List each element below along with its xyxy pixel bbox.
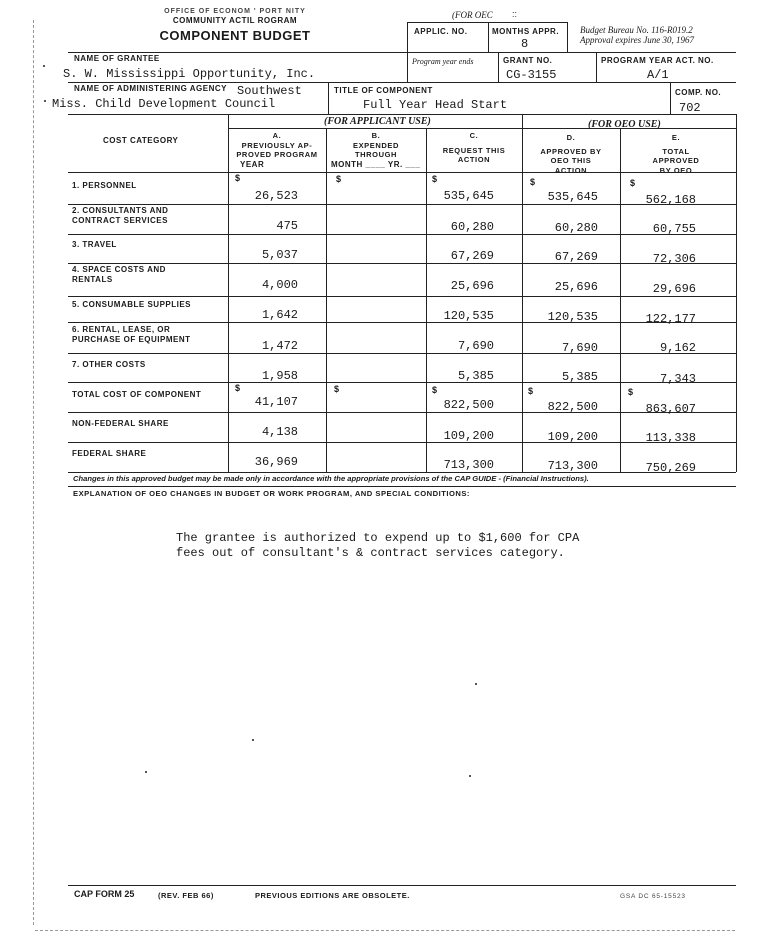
col-e-label3: BY OEO xyxy=(659,165,693,175)
cell-d: 5,385 xyxy=(561,370,598,384)
cell-c: 713,300 xyxy=(443,458,494,472)
col-d-label1: APPROVED BY xyxy=(540,146,602,156)
months-appr-label: MONTHS APPR. xyxy=(492,27,560,36)
office-name: OFFICE OF ECONOM ' PORT NITY xyxy=(164,8,306,15)
scan-speck xyxy=(252,739,254,741)
cell-d: 120,535 xyxy=(547,310,598,324)
row-label-personnel: 1. PERSONNEL xyxy=(72,181,137,190)
for-oeo-mark: :: xyxy=(512,9,518,19)
cell-c: 25,696 xyxy=(450,279,494,293)
dollar-sign-d: $ xyxy=(530,177,536,187)
col-c-label1: REQUEST THIS xyxy=(442,145,506,155)
bottom-edge-mark xyxy=(35,930,735,931)
table-col-line-b xyxy=(326,128,327,472)
col-e-label2: APPROVED xyxy=(652,156,700,165)
left-edge-mark xyxy=(33,20,34,925)
cell-e: 122,177 xyxy=(645,312,696,326)
for-oeo-label: (FOR OEC xyxy=(452,10,493,20)
component-title-label: TITLE OF COMPONENT xyxy=(334,86,433,95)
explanation-line-2: fees out of consultant's & contract services category. xyxy=(176,546,565,560)
cell-e: 72,306 xyxy=(652,252,696,266)
agency-top-rule xyxy=(68,82,736,83)
col-b-letter: B. xyxy=(371,131,381,140)
program-year-act-label: PROGRAM YEAR ACT. NO. xyxy=(601,56,714,65)
col-b-header xyxy=(326,131,426,160)
col-e-header xyxy=(620,133,732,175)
cost-category-header: COST CATEGORY xyxy=(103,136,179,145)
grant-no-label: GRANT NO. xyxy=(503,56,553,65)
dollar-sign-total-e: $ xyxy=(628,387,634,397)
grantee-divider-3 xyxy=(596,52,597,82)
oeo-box-mid xyxy=(488,22,489,52)
grantee-label: NAME OF GRANTEE xyxy=(74,54,160,63)
col-b-label2: THROUGH xyxy=(354,150,398,159)
cell-a: 1,642 xyxy=(261,308,298,322)
col-c-letter: C. xyxy=(469,131,479,140)
col-a-label2: PROVED PROGRAM xyxy=(236,150,318,159)
cell-d: 535,645 xyxy=(547,190,598,204)
col-b-sub: MONTH ____ YR. ___ xyxy=(331,160,421,169)
row-label-rental-equipment: 6. RENTAL, LEASE, OR PURCHASE OF EQUIPMENT xyxy=(72,325,191,344)
explanation-label: EXPLANATION OF OEO CHANGES IN BUDGET OR WORK PROGRAM, AND SPECIAL CONDITIONS: xyxy=(73,489,470,498)
cell-c: 535,645 xyxy=(443,189,494,203)
grantee-top-rule xyxy=(68,52,736,53)
form-header xyxy=(120,8,350,43)
scan-speck xyxy=(469,775,471,777)
cell-e: 750,269 xyxy=(645,461,696,475)
row-label-total-cost: TOTAL COST OF COMPONENT xyxy=(72,390,202,399)
grantee-divider-1 xyxy=(407,52,408,82)
cell-e: 60,755 xyxy=(652,222,696,236)
cell-c: 5,385 xyxy=(457,369,494,383)
grant-no-value: CG-3155 xyxy=(506,68,557,82)
cell-c: 67,269 xyxy=(450,249,494,263)
grantee-value: S. W. Mississippi Opportunity, Inc. xyxy=(63,67,316,81)
col-d-label2: OEO THIS xyxy=(550,156,592,165)
agency-divider-1 xyxy=(328,82,329,114)
cell-e: 562,168 xyxy=(645,193,696,207)
oeo-box-top xyxy=(407,22,567,23)
agency-value-part2: Miss. Child Development Council xyxy=(52,97,276,111)
cell-a: 475 xyxy=(276,219,298,233)
cell-a: 41,107 xyxy=(254,395,298,409)
months-appr-value: 8 xyxy=(521,37,529,51)
col-c-label2: ACTION xyxy=(457,155,491,164)
dollar-sign-total-c: $ xyxy=(432,385,438,395)
cell-c: 109,200 xyxy=(443,429,494,443)
col-d-header xyxy=(522,133,620,175)
cell-d: 109,200 xyxy=(547,430,598,444)
cell-d: 67,269 xyxy=(554,250,598,264)
cell-e: 113,338 xyxy=(645,431,696,445)
changes-note: Changes in this approved budget may be made only in accordance with the appropriate provisions of the CAP GUIDE - (Financial Instructions). xyxy=(73,474,589,483)
col-c-header xyxy=(426,131,522,165)
table-col-line-d xyxy=(522,114,523,472)
table-col-line-c xyxy=(426,128,427,472)
row-rule xyxy=(68,296,736,297)
col-a-letter: A. xyxy=(272,131,282,140)
agency-value-part1: Southwest xyxy=(237,84,302,98)
bureau-line-1: Budget Bureau No. 116-R019.2 xyxy=(580,25,693,35)
col-a-sub: YEAR xyxy=(240,160,265,169)
row-label-space-costs: 4. SPACE COSTS AND RENTALS xyxy=(72,265,166,284)
row-label-travel: 3. TRAVEL xyxy=(72,240,117,249)
comp-no-label: COMP. NO. xyxy=(675,88,722,97)
dollar-sign-b: $ xyxy=(336,174,342,184)
cell-c: 7,690 xyxy=(457,339,494,353)
bureau-line-2: Approval expires June 30, 1967 xyxy=(580,35,695,45)
table-right-edge xyxy=(736,114,737,472)
row-label-federal-share: FEDERAL SHARE xyxy=(72,449,147,458)
dollar-sign-total-b: $ xyxy=(334,384,340,394)
row-label-consultants: 2. CONSULTANTS AND CONTRACT SERVICES xyxy=(72,206,169,225)
cell-d: 60,280 xyxy=(554,221,598,235)
cell-a: 1,958 xyxy=(261,369,298,383)
cell-a: 26,523 xyxy=(254,189,298,203)
row-label-non-federal-share: NON-FEDERAL SHARE xyxy=(72,419,169,428)
program-name: COMMUNITY ACTIL ROGRAM xyxy=(172,16,298,25)
agency-label: NAME OF ADMINISTERING AGENCY xyxy=(74,84,227,93)
col-a-label1: PREVIOUSLY AP- xyxy=(241,140,313,150)
form-id: CAP FORM 25 xyxy=(74,889,135,899)
col-b-label1: EXPENDED xyxy=(352,140,400,150)
page-title: COMPONENT BUDGET xyxy=(159,28,311,43)
explanation-line-1: The grantee is authorized to expend up to $1,600 for CPA xyxy=(176,531,580,545)
cell-a: 4,000 xyxy=(261,278,298,292)
cell-a: 36,969 xyxy=(254,455,298,469)
for-oeo-use: (FOR OEO USE) xyxy=(588,119,661,130)
cell-c: 120,535 xyxy=(443,309,494,323)
cell-e: 29,696 xyxy=(652,282,696,296)
scan-speck xyxy=(475,683,477,685)
cell-e: 7,343 xyxy=(659,372,696,386)
scan-speck xyxy=(145,771,147,773)
applic-no-label: APPLIC. NO. xyxy=(414,27,468,36)
cell-d: 822,500 xyxy=(547,400,598,414)
dollar-sign-c: $ xyxy=(432,174,438,184)
col-d-label3: ACTION xyxy=(554,165,588,175)
col-e-label1: TOTAL xyxy=(662,146,690,156)
cell-c: 822,500 xyxy=(443,398,494,412)
col-a-header xyxy=(228,131,326,160)
row-label-consumable-supplies: 5. CONSUMABLE SUPPLIES xyxy=(72,300,192,309)
scan-speck xyxy=(43,65,45,67)
for-applicant-use: (FOR APPLICANT USE) xyxy=(324,116,431,127)
row-label-other-costs: 7. OTHER COSTS xyxy=(72,360,146,369)
dollar-sign-e: $ xyxy=(630,178,636,188)
col-d-letter: D. xyxy=(566,133,576,142)
form-obsolete: PREVIOUS EDITIONS ARE OBSOLETE. xyxy=(255,891,410,900)
cell-a: 1,472 xyxy=(261,339,298,353)
agency-divider-2 xyxy=(670,82,671,114)
table-col-line-e xyxy=(620,128,621,472)
gsa-code: GSA DC 65-15523 xyxy=(620,893,686,900)
program-year-ends: Program year ends xyxy=(412,57,474,66)
cell-d: 713,300 xyxy=(547,459,598,473)
footer-top-rule xyxy=(68,885,736,886)
component-title-value: Full Year Head Start xyxy=(363,98,508,112)
scan-speck xyxy=(44,100,46,102)
cell-e: 863,607 xyxy=(645,402,696,416)
oeo-box-left xyxy=(407,22,408,52)
col-e-letter: E. xyxy=(671,133,681,142)
note-rule xyxy=(68,486,736,487)
oeo-box-right xyxy=(567,22,568,52)
header-bottom-rule xyxy=(68,172,736,173)
form-rev: (REV. FEB 66) xyxy=(158,891,214,900)
table-top-rule xyxy=(68,114,736,115)
grantee-divider-2 xyxy=(498,52,499,82)
comp-no-value: 702 xyxy=(679,101,701,115)
table-col-line-a xyxy=(228,114,229,472)
dollar-sign-total-d: $ xyxy=(528,386,534,396)
cell-a: 5,037 xyxy=(261,248,298,262)
program-year-act-value: A/1 xyxy=(647,68,669,82)
cell-e: 9,162 xyxy=(659,341,696,355)
cell-d: 7,690 xyxy=(561,341,598,355)
dollar-sign-a: $ xyxy=(235,173,241,183)
cell-a: 4,138 xyxy=(261,425,298,439)
cell-d: 25,696 xyxy=(554,280,598,294)
dollar-sign-total-a: $ xyxy=(235,383,241,393)
cell-c: 60,280 xyxy=(450,220,494,234)
